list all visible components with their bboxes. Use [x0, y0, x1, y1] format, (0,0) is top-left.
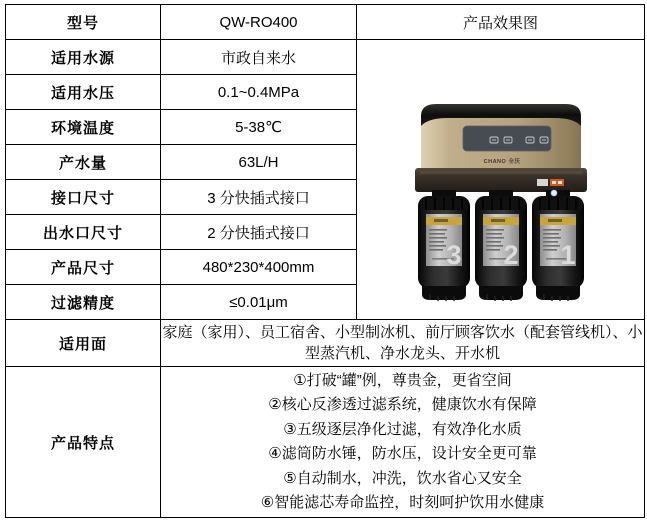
spec-label: 产水量 — [6, 145, 161, 180]
feature-item: ⑤自动制水，冲洗，饮水省心又安全 — [283, 469, 522, 487]
table-row-features — [6, 367, 645, 518]
spec-value: 480*230*400mm — [161, 250, 357, 285]
application-label: 适用面 — [6, 320, 161, 367]
model-label: 型号 — [6, 5, 161, 40]
filter-number-3: 3 — [445, 239, 462, 270]
brand-logo: CHANO 全沃 — [483, 158, 520, 165]
model-value: QW-RO400 — [161, 5, 357, 40]
product-photo-cell — [357, 40, 645, 320]
spec-value: 63L/H — [161, 145, 357, 180]
spec-label: 适用水源 — [6, 40, 161, 75]
table-row-water-source — [6, 40, 645, 75]
table-row-model — [6, 5, 645, 40]
spec-label: 过滤精度 — [6, 285, 161, 320]
product-spec-table — [5, 4, 645, 518]
filter-number-1: 1 — [559, 239, 576, 270]
feature-item: ④滤筒防水锤，防水压，设计安全更可靠 — [268, 445, 537, 462]
purifier-control-panel — [463, 126, 551, 151]
feature-item: ②核心反渗透过滤系统，健康饮水有保障 — [268, 396, 537, 413]
spec-value: 2 分快插式接口 — [161, 215, 357, 250]
spec-label: 产品尺寸 — [6, 250, 161, 285]
feature-item: ③五级逐层净化过滤，有效净化水质 — [283, 420, 522, 438]
application-text: 家庭（家用）、员工宿舍、小型制冰机、前厅顾客饮水（配套管线机）、小型蒸汽机、净水龙头、开水机 — [161, 320, 645, 367]
side-badge — [537, 179, 564, 186]
table-row-application — [6, 320, 645, 367]
purifier-housing — [415, 104, 587, 192]
spec-label: 出水口尺寸 — [6, 215, 161, 250]
image-column-header: 产品效果图 — [357, 5, 645, 40]
spec-value: 0.1~0.4MPa — [161, 75, 357, 110]
filter-cartridges — [418, 190, 584, 301]
feature-item: ①打破“罐”例，尊贵金，更省空间 — [293, 371, 512, 389]
features-list — [161, 367, 645, 518]
feature-item: ⑥智能滤芯寿命监控，时刻呵护饮用水健康 — [260, 494, 545, 511]
features-label: 产品特点 — [6, 367, 161, 518]
spec-value: 3 分快插式接口 — [161, 180, 357, 215]
spec-label: 接口尺寸 — [6, 180, 161, 215]
spec-value: 5-38℃ — [161, 110, 357, 145]
filter-connector-fitting — [551, 190, 557, 196]
product-photo — [357, 56, 644, 304]
filter-number-2: 2 — [502, 239, 519, 270]
spec-label: 适用水压 — [6, 75, 161, 110]
spec-value: ≤0.01μm — [161, 285, 357, 320]
spec-value: 市政自来水 — [161, 40, 357, 75]
spec-label: 环境温度 — [6, 110, 161, 145]
water-purifier-illustration — [414, 100, 588, 304]
